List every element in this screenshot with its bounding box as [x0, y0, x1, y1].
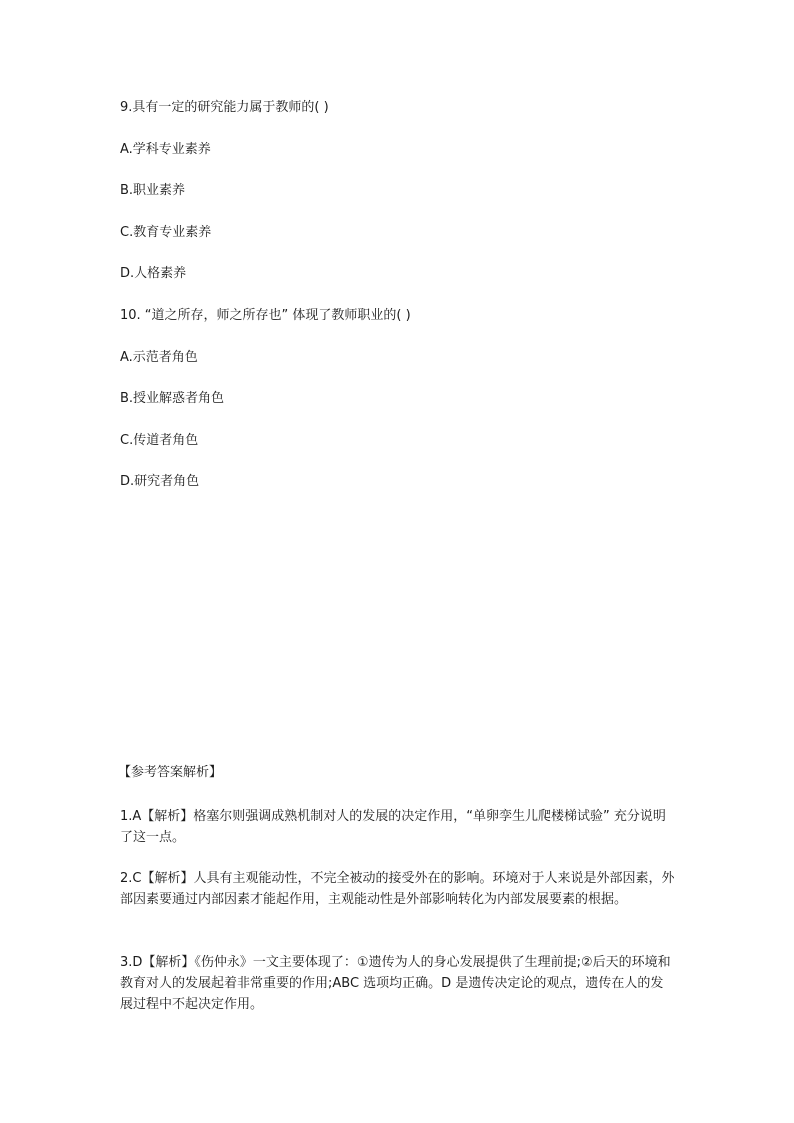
question-9-option-c: C.教育专业素养: [120, 225, 212, 240]
answer-item-1: 1.A【解析】格塞尔则强调成熟机制对人的发展的决定作用，“单卵孪生儿爬楼梯试验” 充分说明了这一点。: [120, 809, 666, 845]
question-9-option-a: A.学科专业素养: [120, 142, 211, 157]
question-9-option-b: B.职业素养: [120, 183, 186, 198]
question-10-option-c: C.传道者角色: [120, 433, 199, 448]
question-9-stem: 9.具有一定的研究能力属于教师的( ): [120, 100, 329, 115]
question-10-option-a: A.示范者角色: [120, 350, 198, 365]
question-10-option-b: B.授业解惑者角色: [120, 391, 225, 406]
answer-item-3: 3.D【解析】《伤仲永》一文主要体现了：①遗传为人的身心发展提供了生理前提;②后天的环境和教育对人的发展起着非常重要的作用;ABC 选项均正确。D 是遗传决定论的观点，遗传在人的发展过程中不起决定作用。: [120, 955, 671, 1012]
question-10-option-d: D.研究者角色: [120, 474, 200, 489]
question-10-stem: 10. “道之所存，师之所存也” 体现了教师职业的( ): [120, 308, 411, 323]
question-9-option-d: D.人格素养: [120, 266, 187, 281]
answer-item-2: 2.C【解析】人具有主观能动性，不完全被动的接受外在的影响。环境对于人来说是外部因素，外部因素要通过内部因素才能起作用，主观能动性是外部影响转化为内部发展要素的根据。: [120, 871, 675, 907]
answer-section-heading: 【参考答案解析】: [118, 765, 223, 780]
